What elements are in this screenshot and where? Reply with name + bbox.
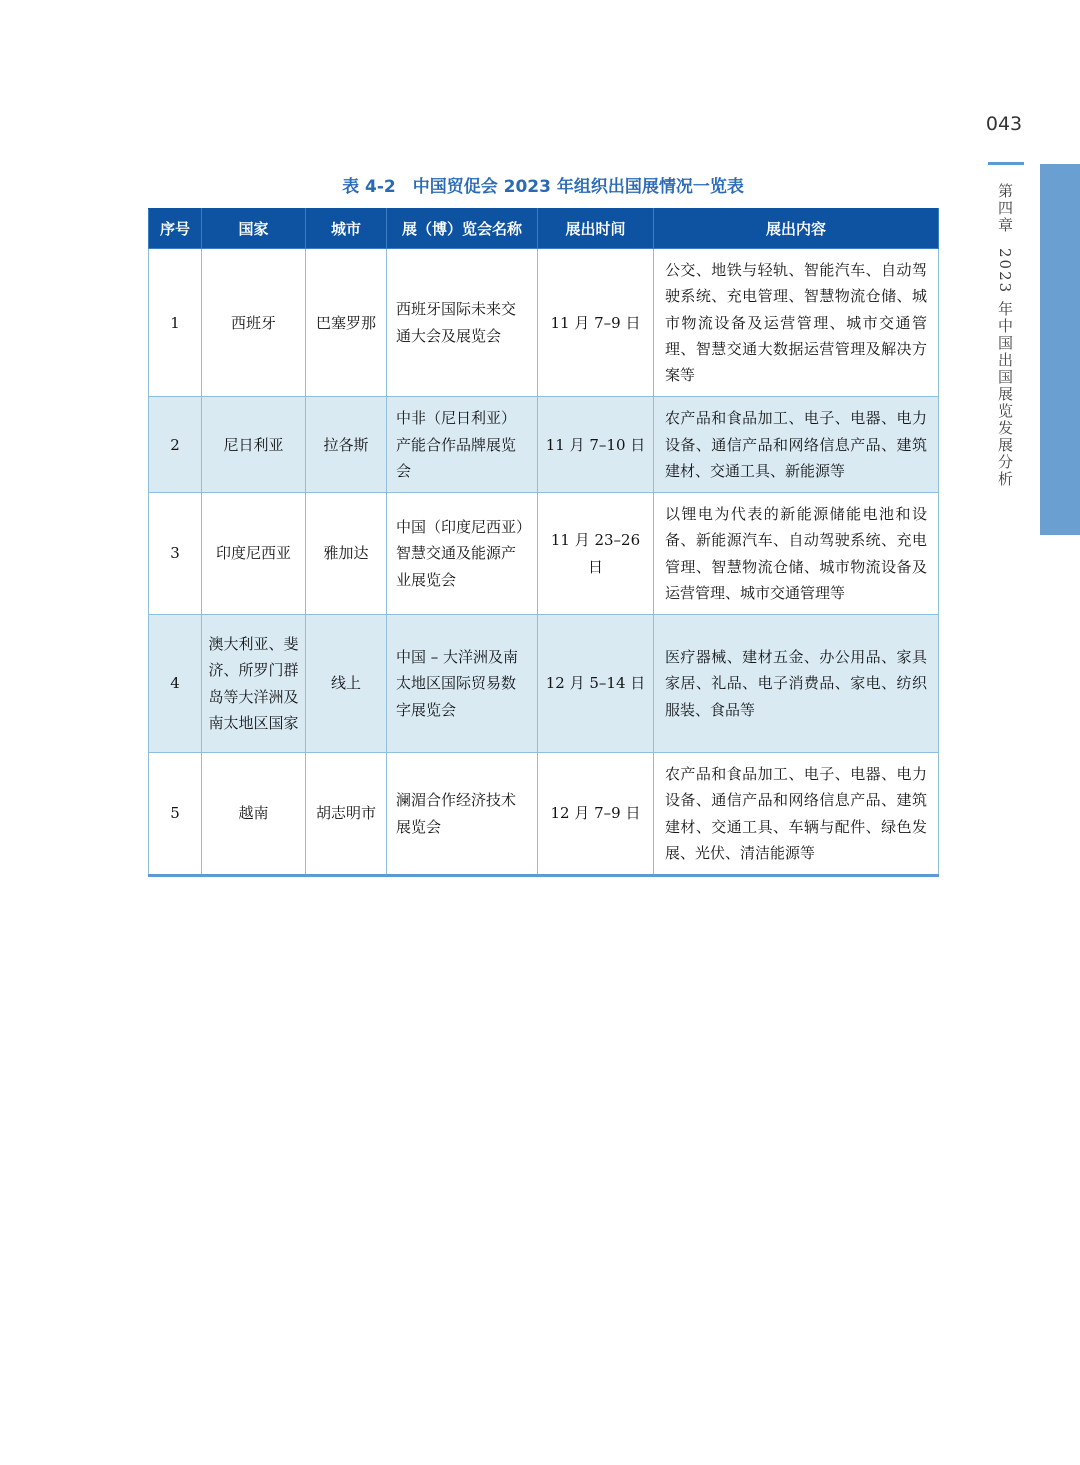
page-number-rule (988, 162, 1024, 165)
cell-seq: 3 (149, 493, 202, 615)
table-row (149, 753, 939, 876)
cell-exhibition-name: 中国（印度尼西亚）智慧交通及能源产业展览会 (387, 493, 538, 615)
cell-time: 11 月 7–9 日 (538, 249, 654, 397)
chapter-title: 2023 年中国出国展览发展分析 (996, 248, 1014, 488)
cell-country: 尼日利亚 (202, 397, 306, 493)
cell-content: 医疗器械、建材五金、办公用品、家具家居、礼品、电子消费品、家电、纺织服装、食品等 (654, 615, 939, 753)
table-row (149, 615, 939, 753)
cell-exhibition-name: 中国 – 大洋洲及南太地区国际贸易数字展览会 (387, 615, 538, 753)
table-row (149, 249, 939, 397)
chapter-label: 第四章 (996, 183, 1014, 234)
cell-seq: 1 (149, 249, 202, 397)
table-title: 表 4-2 中国贸促会 2023 年组织出国展情况一览表 (342, 177, 744, 197)
cell-city: 巴塞罗那 (306, 249, 387, 397)
cell-country: 西班牙 (202, 249, 306, 397)
cell-content: 农产品和食品加工、电子、电器、电力设备、通信产品和网络信息产品、建筑建材、交通工具、车辆与配件、绿色发展、光伏、清洁能源等 (654, 753, 939, 876)
cell-seq: 5 (149, 753, 202, 876)
header-city: 城市 (306, 209, 387, 249)
table-header-row (149, 209, 939, 249)
cell-time: 12 月 5–14 日 (538, 615, 654, 753)
header-name: 展（博）览会名称 (387, 209, 538, 249)
header-time: 展出时间 (538, 209, 654, 249)
header-country: 国家 (202, 209, 306, 249)
cell-exhibition-name: 西班牙国际未来交通大会及展览会 (387, 249, 538, 397)
table-row (149, 397, 939, 493)
exhibition-table (148, 208, 939, 877)
cell-content: 以锂电为代表的新能源储能电池和设备、新能源汽车、自动驾驶系统、充电管理、智慧物流仓储、城市物流设备及运营管理、城市交通管理等 (654, 493, 939, 615)
cell-city: 线上 (306, 615, 387, 753)
table-row (149, 493, 939, 615)
cell-country: 越南 (202, 753, 306, 876)
cell-exhibition-name: 中非（尼日利亚）产能合作品牌展览会 (387, 397, 538, 493)
header-content: 展出内容 (654, 209, 939, 249)
cell-country: 印度尼西亚 (202, 493, 306, 615)
cell-city: 拉各斯 (306, 397, 387, 493)
cell-exhibition-name: 澜湄合作经济技术展览会 (387, 753, 538, 876)
header-seq: 序号 (149, 209, 202, 249)
chapter-color-bar (1040, 164, 1080, 535)
cell-seq: 4 (149, 615, 202, 753)
cell-city: 胡志明市 (306, 753, 387, 876)
cell-city: 雅加达 (306, 493, 387, 615)
cell-time: 11 月 7–10 日 (538, 397, 654, 493)
cell-time: 12 月 7–9 日 (538, 753, 654, 876)
chapter-sidebar-text (993, 183, 1017, 513)
cell-content: 公交、地铁与轻轨、智能汽车、自动驾驶系统、充电管理、智慧物流仓储、城市物流设备及运营管理、城市交通管理、智慧交通大数据运营管理及解决方案等 (654, 249, 939, 397)
cell-content: 农产品和食品加工、电子、电器、电力设备、通信产品和网络信息产品、建筑建材、交通工具、新能源等 (654, 397, 939, 493)
page-number: 043 (985, 113, 1023, 135)
cell-country: 澳大利亚、斐济、所罗门群岛等大洋洲及南太地区国家 (202, 615, 306, 753)
cell-time: 11 月 23–26 日 (538, 493, 654, 615)
cell-seq: 2 (149, 397, 202, 493)
